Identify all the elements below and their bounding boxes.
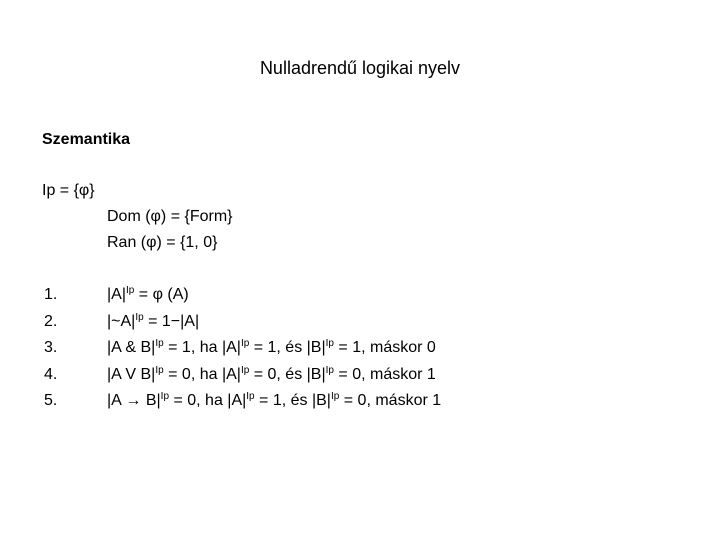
rule-expression: |A & $B|^{Ip} = 1$, ha $|A|^{Ip} = 1$, és $|B|^{Ip} = 1$, máskor 0 xyxy=(107,338,436,356)
slide-title xyxy=(0,58,720,79)
dom-definition: Dom (φ) = {Form} xyxy=(107,208,233,225)
ip-superscript: Ip xyxy=(246,391,255,402)
section-heading: Szemantika xyxy=(42,131,131,148)
rule-expression: $|\sim A|^{Ip} = 1-|A|$ xyxy=(107,311,200,330)
rule-number: 2. xyxy=(44,312,58,330)
ip-superscript: Ip xyxy=(135,311,144,323)
ip-definition: Ip = {φ} xyxy=(42,182,95,199)
ip-superscript: Ip xyxy=(330,391,340,402)
rule-expression: $|A \to B|^{Ip} = 0$, ha $|A|^{Ip} = 1$, és $|B|^{Ip} = 0$, máskor 1 xyxy=(107,391,442,409)
rule-number: 1. xyxy=(44,286,58,303)
rule-expression: $|A|^{Ip} = \varphi$ (A) xyxy=(107,285,189,303)
rule-number: 4. xyxy=(44,365,58,383)
rule-number: 3. xyxy=(44,339,58,356)
ip-superscript: Ip xyxy=(125,285,135,296)
ip-superscript: Ip xyxy=(325,338,334,349)
rule-expression: |A V $B|^{Ip} = 0$, ha $|A|^{Ip} = 0$, és $|B|^{Ip} = 0$, máskor 1 xyxy=(107,364,436,383)
ip-superscript: Ip xyxy=(240,364,250,376)
ip-superscript: Ip xyxy=(155,338,164,349)
slide-title-text: Nulladrendű logikai nyelv xyxy=(259,58,461,78)
ip-superscript: Ip xyxy=(155,364,164,376)
ip-superscript: Ip xyxy=(240,338,250,349)
ip-superscript: Ip xyxy=(325,364,334,376)
ip-superscript: Ip xyxy=(160,391,170,402)
ran-definition: Ran (φ) = {1, 0} xyxy=(107,234,218,251)
rule-number: 5. xyxy=(44,392,58,409)
